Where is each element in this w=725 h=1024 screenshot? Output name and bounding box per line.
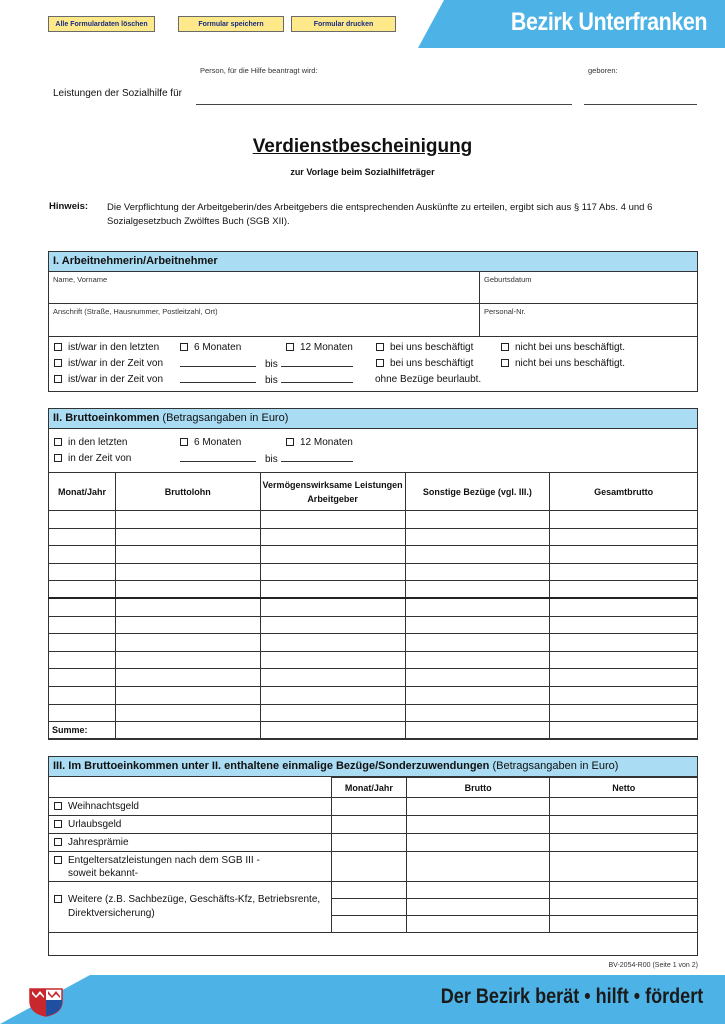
checkbox[interactable] (376, 343, 384, 351)
col-capital-benefits: Vermögenswirksame Leistungen Arbeitgeber (260, 473, 405, 511)
page-subtitle: zur Vorlage beim Sozialhilfeträger (290, 167, 435, 177)
value-cell[interactable] (550, 669, 698, 687)
value-cell[interactable] (405, 563, 550, 581)
option-period[interactable]: in der Zeit von (54, 453, 131, 464)
value-cell[interactable] (260, 651, 405, 669)
item-wage-replacement[interactable]: Entgeltersatzleistungen nach dem SGB III -soweit bekannt- (49, 852, 332, 882)
option-not-employed[interactable]: nicht bei uns beschäftigt. (501, 342, 625, 353)
checkbox[interactable] (54, 895, 62, 903)
value-cell[interactable] (550, 704, 698, 722)
value-cell[interactable] (406, 916, 550, 933)
checkbox[interactable] (54, 359, 62, 367)
value-cell[interactable] (405, 704, 550, 722)
value-cell[interactable] (406, 834, 550, 852)
value-cell[interactable] (260, 704, 405, 722)
value-cell[interactable] (260, 669, 405, 687)
leave-from-field[interactable] (180, 374, 256, 386)
value-cell[interactable] (550, 899, 698, 916)
col-gross-wage: Bruttolohn (115, 473, 260, 511)
checkbox[interactable] (180, 438, 188, 446)
value-cell[interactable] (550, 511, 698, 529)
value-cell[interactable] (49, 634, 116, 652)
section-one-time-payments (48, 756, 698, 956)
one-time-table (48, 777, 698, 933)
value-cell[interactable] (331, 798, 406, 816)
value-cell[interactable] (331, 852, 406, 882)
option-period-not-employed[interactable]: nicht bei uns beschäftigt. (501, 358, 625, 369)
value-cell[interactable] (331, 882, 406, 899)
value-cell[interactable] (405, 634, 550, 652)
checkbox[interactable] (54, 375, 62, 383)
option-period-employed[interactable]: bei uns beschäftigt (376, 358, 473, 369)
checkbox[interactable] (54, 856, 62, 864)
value-cell[interactable] (550, 816, 698, 834)
leave-to-field[interactable] (281, 374, 353, 383)
birthdate-label: Geburtsdatum (484, 275, 532, 284)
value-cell[interactable] (115, 563, 260, 581)
value-cell[interactable] (115, 669, 260, 687)
table-row (49, 598, 698, 616)
value-cell[interactable] (406, 798, 550, 816)
clear-form-button[interactable]: Alle Formulardaten löschen (48, 16, 155, 32)
value-cell[interactable] (405, 651, 550, 669)
personnel-number-label: Personal-Nr. (484, 307, 526, 316)
value-cell[interactable] (550, 598, 698, 616)
table-row (49, 651, 698, 669)
gross-income-table (48, 472, 698, 739)
value-cell[interactable] (49, 704, 116, 722)
col-month-year: Monat/Jahr (49, 473, 116, 511)
value-cell[interactable] (115, 651, 260, 669)
value-cell[interactable] (405, 528, 550, 546)
period-to-label: bis (265, 453, 353, 465)
value-cell[interactable] (405, 511, 550, 529)
col-net: Netto (550, 778, 698, 798)
value-cell[interactable] (405, 669, 550, 687)
table-row (49, 546, 698, 564)
save-form-button[interactable]: Formular speichern (178, 16, 284, 32)
col-month-year: Monat/Jahr (331, 778, 406, 798)
sum-row (49, 722, 698, 739)
period-from-field[interactable] (180, 453, 256, 465)
col-other-benefits: Sonstige Bezüge (vgl. III.) (405, 473, 550, 511)
value-cell[interactable] (406, 899, 550, 916)
value-cell[interactable] (405, 546, 550, 564)
name-label: Name, Vorname (53, 275, 108, 284)
address-label: Anschrift (Straße, Hausnummer, Postleitzahl, Ort) (53, 307, 218, 316)
table-row (49, 511, 698, 529)
value-cell[interactable] (550, 634, 698, 652)
value-cell[interactable] (260, 616, 405, 634)
value-cell[interactable] (115, 511, 260, 529)
value-cell[interactable] (260, 598, 405, 616)
footer-slogan: Der Bezirk berät • hilft • fördert (440, 985, 703, 1008)
sum-label: Summe: (49, 722, 116, 739)
value-cell[interactable] (405, 616, 550, 634)
table-row (49, 634, 698, 652)
option-employed[interactable]: bei uns beschäftigt (376, 342, 473, 353)
value-cell[interactable] (115, 704, 260, 722)
col-gross: Brutto (406, 778, 550, 798)
checkbox[interactable] (501, 343, 509, 351)
checkbox[interactable] (501, 359, 509, 367)
checkbox[interactable] (54, 438, 62, 446)
item-annual-bonus[interactable]: Jahresprämie (49, 834, 332, 852)
option-last[interactable]: in den letzten (54, 437, 128, 448)
value-cell[interactable] (331, 834, 406, 852)
page-title: Verdienstbescheinigung (252, 136, 473, 157)
value-cell[interactable] (550, 834, 698, 852)
option-6-months[interactable]: 6 Monaten (180, 342, 241, 353)
col-total-gross: Gesamtbrutto (550, 473, 698, 511)
value-cell[interactable] (550, 528, 698, 546)
value-cell[interactable] (550, 882, 698, 899)
option-6-months[interactable]: 6 Monaten (180, 437, 241, 448)
unpaid-leave-label: ohne Bezüge beurlaubt. (375, 374, 482, 385)
benefits-label: Leistungen der Sozialhilfe für (53, 88, 182, 99)
born-field[interactable] (584, 104, 697, 105)
table-row (49, 686, 698, 704)
table-row (49, 528, 698, 546)
section-gross-income (48, 408, 698, 740)
period-to-field[interactable] (281, 453, 353, 462)
header-slant (418, 0, 444, 48)
value-cell[interactable] (260, 546, 405, 564)
value-cell[interactable] (405, 598, 550, 616)
value-cell[interactable] (115, 546, 260, 564)
value-cell[interactable] (260, 528, 405, 546)
table-row (49, 669, 698, 687)
table-row (49, 563, 698, 581)
value-cell[interactable] (115, 581, 260, 599)
value-cell[interactable] (115, 634, 260, 652)
value-cell[interactable] (550, 798, 698, 816)
value-cell[interactable] (49, 581, 116, 599)
sum-cell[interactable] (115, 722, 260, 739)
sum-cell[interactable] (260, 722, 405, 739)
period-to-label: bis (265, 358, 353, 370)
checkbox[interactable] (54, 802, 62, 810)
value-cell[interactable] (406, 852, 550, 882)
checkbox[interactable] (286, 343, 294, 351)
option-last-months[interactable]: ist/war in den letzten (54, 342, 159, 353)
value-cell[interactable] (49, 686, 116, 704)
value-cell[interactable] (550, 916, 698, 933)
value-cell[interactable] (405, 581, 550, 599)
value-cell[interactable] (49, 563, 116, 581)
checkbox[interactable] (54, 820, 62, 828)
section-one-time-title: III. Im Bruttoeinkommen unter II. enthaltene einmalige Bezüge/Sonderzuwendungen (Betragsangaben in Euro) (49, 757, 697, 777)
value-cell[interactable] (550, 686, 698, 704)
value-cell[interactable] (550, 616, 698, 634)
value-cell[interactable] (49, 669, 116, 687)
value-cell[interactable] (406, 816, 550, 834)
value-cell[interactable] (405, 686, 550, 704)
value-cell[interactable] (550, 651, 698, 669)
value-cell[interactable] (115, 616, 260, 634)
value-cell[interactable] (115, 598, 260, 616)
person-label: Person, für die Hilfe beantragt wird: (200, 66, 318, 75)
period-to-field[interactable] (281, 358, 353, 367)
table-row (49, 704, 698, 722)
value-cell[interactable] (49, 528, 116, 546)
value-cell[interactable] (331, 899, 406, 916)
district-crest-icon (28, 983, 64, 1017)
item-other[interactable]: Weitere (z.B. Sachbezüge, Geschäfts-Kfz, Betriebsrente, Direktversicherung) (49, 882, 332, 933)
value-cell[interactable] (115, 528, 260, 546)
value-cell[interactable] (550, 546, 698, 564)
person-field[interactable] (196, 104, 572, 105)
table-row (49, 581, 698, 599)
option-12-months[interactable]: 12 Monaten (286, 342, 353, 353)
option-period[interactable]: ist/war in der Zeit von (54, 358, 163, 369)
value-cell[interactable] (260, 511, 405, 529)
section-employee (48, 251, 698, 392)
item-christmas-bonus[interactable]: Weihnachtsgeld (49, 798, 332, 816)
brand-title: Bezirk Unterfranken (510, 8, 707, 36)
value-cell[interactable] (49, 651, 116, 669)
hint-text: Die Verpflichtung der Arbeitgeberin/des Arbeitgebers die entsprechenden Auskünfte zu erteilen, ergibt sich aus § 117 Abs. 4 und 6 Sozialgesetzbuch Zwölftes Buch (SGB XII). (107, 202, 653, 227)
section-gross-income-title: II. Bruttoeinkommen (Betragsangaben in Euro) (49, 409, 697, 429)
option-12-months[interactable]: 12 Monaten (286, 437, 353, 448)
value-cell[interactable] (49, 616, 116, 634)
value-cell[interactable] (331, 816, 406, 834)
checkbox[interactable] (54, 343, 62, 351)
value-cell[interactable] (260, 581, 405, 599)
sum-cell[interactable] (405, 722, 550, 739)
value-cell[interactable] (550, 563, 698, 581)
form-code: BV-2054-R00 (Seite 1 von 2) (608, 962, 698, 969)
value-cell[interactable] (49, 598, 116, 616)
item-holiday-pay[interactable]: Urlaubsgeld (49, 816, 332, 834)
checkbox[interactable] (180, 343, 188, 351)
born-label: geboren: (588, 66, 618, 75)
print-form-button[interactable]: Formular drucken (291, 16, 396, 32)
value-cell[interactable] (331, 916, 406, 933)
checkbox[interactable] (54, 454, 62, 462)
value-cell[interactable] (260, 563, 405, 581)
value-cell[interactable] (115, 686, 260, 704)
sum-cell[interactable] (550, 722, 698, 739)
value-cell[interactable] (260, 686, 405, 704)
checkbox[interactable] (376, 359, 384, 367)
period-from-field[interactable] (180, 358, 256, 370)
option-leave-period[interactable]: ist/war in der Zeit von (54, 374, 163, 385)
hint-label: Hinweis: (49, 201, 89, 212)
table-row (49, 616, 698, 634)
value-cell[interactable] (49, 511, 116, 529)
leave-to-label: bis (265, 374, 353, 386)
value-cell[interactable] (550, 581, 698, 599)
checkbox[interactable] (286, 438, 294, 446)
value-cell[interactable] (550, 852, 698, 882)
section-employee-title: I. Arbeitnehmerin/Arbeitnehmer (49, 252, 697, 272)
checkbox[interactable] (54, 838, 62, 846)
value-cell[interactable] (406, 882, 550, 899)
value-cell[interactable] (49, 546, 116, 564)
value-cell[interactable] (260, 634, 405, 652)
